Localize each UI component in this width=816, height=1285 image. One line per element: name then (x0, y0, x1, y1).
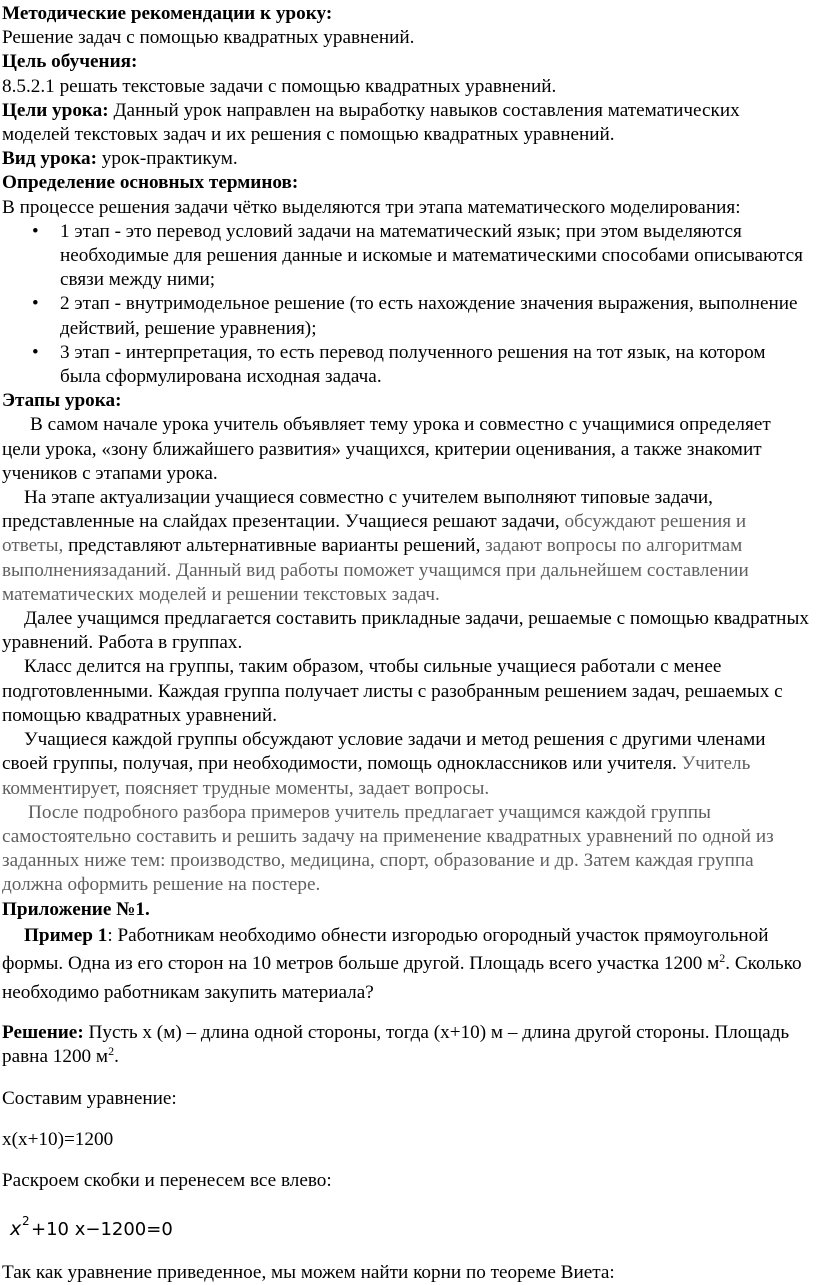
vieta-text: Так как уравнение приведенное, мы можем найти корни по теореме Виета: (2, 1262, 615, 1284)
paragraph-poster: После подробного разбора примеров учитель предлагает учащимся каждой группы самостоятельно составить и решить задачу на применение квадратных уравнений по одной из заданных ниже тем: производство, медицина, спорт, образование и др. Затем каждая группа должна оформить решение на постере. (2, 801, 774, 896)
stage-item: • 3 этап - интерпретация, то есть перевод полученного решения на тот язык, на котором была сформулирована исходная задача. (60, 341, 810, 389)
type-label: Вид урока: (2, 148, 97, 170)
paragraph-group-work: Далее учащимся предлагается составить прикладные задачи, решаемые с помощью квадратных уравнений. Работа в группах. (2, 608, 809, 654)
steps-heading: Этапы урока: (2, 390, 122, 412)
stages-list (2, 220, 810, 389)
heading-recommendations: Методические рекомендации к уроку: (2, 3, 333, 24)
open-brackets: Раскроем скобки и перенесем все влево: (2, 1170, 332, 1192)
lesson-goals (2, 99, 810, 147)
goals-label: Цели урока: (2, 99, 109, 121)
example-1: Пример 1: Работникам необходимо обнести изгородью огородный участок прямоугольной формы. Одна из его сторон на 10 метров больше другой. Площадь всего участка 1200 $м^2$. Сколько необходимо работникам закупить материала? (2, 924, 802, 1003)
formula-var: x (10, 1218, 22, 1241)
stage-item: • 2 этап - внутримодельное решение (то есть нахождение значения выражения, выполнение действий, решение уравнения); (60, 292, 810, 340)
lesson-type (2, 147, 810, 171)
formula-rest: +10 x−1200=0 (31, 1219, 173, 1241)
paragraph-groups: Класс делится на группы, таким образом, чтобы сильные учащиеся работали с менее подготовленными. Каждая группа получает листы с разобранным решением задач, решаемых с помощью квадратных уравнений. (2, 656, 783, 726)
compose-equation: Составим уравнение: (2, 1087, 177, 1109)
formula-power: 2 (22, 1214, 30, 1229)
lesson-topic: Решение задач с помощью квадратных уравнений. (2, 27, 415, 49)
solution: Решение: Пусть x (м) – длина одной стороны, тогда (x+10) м – длина другой стороны. Площадь равна 1200 $м^2$. (2, 1022, 790, 1068)
formula-image (2, 1213, 202, 1243)
example-label: Пример 1 (24, 924, 108, 946)
objective-text: 8.5.2.1 решать текстовые задачи с помощью квадратных уравнений. (2, 75, 557, 97)
type-text: урок-практикум. (96, 148, 238, 170)
terms-intro: В процессе решения задачи чётко выделяются три этапа математического моделирования: (2, 196, 741, 218)
paragraph-actualization: На этапе актуализации учащиеся совместно с учителем выполняют типовые задачи, представленные на слайдах презентации. Учащиеся решают задачи, обсуждают решения и ответы, представляют альтернативные варианты решений, задают вопросы по алгоритмам выполнениязаданий. Данный вид работы поможет учащимся при дальнейшем составлении математических моделей и решении текстовых задач. (2, 487, 749, 605)
terms-heading: Определение основных терминов: (2, 172, 299, 194)
equation: x(x+10)=1200 (2, 1128, 114, 1150)
stage-item: • 1 этап - это перевод условий задачи на математический язык; при этом выделяются необходимые для решения данные и искомые и математическими способами описываются связи между ними; (60, 220, 810, 293)
quadratic-formula (2, 1213, 810, 1241)
appendix-heading: Приложение №1. (2, 898, 150, 920)
paragraph-intro: В самом начале урока учитель объявляет тему урока и совместно с учащимися определяет цели урока, «зону ближайшего развития» учащихся, критерии оценивания, а также знакомит учеников с этапами урока. (2, 414, 771, 484)
objective-heading: Цель обучения: (2, 51, 138, 73)
solution-label: Решение: (2, 1022, 84, 1044)
paragraph-discussion: Учащиеся каждой группы обсуждают условие задачи и метод решения с другими членами своей группы, получая, при необходимости, помощь одноклассников или учителя. Учитель комментирует, поясняет трудные моменты, задает вопросы. (2, 729, 766, 799)
goals-text: Данный урок направлен на выработку навыков составления математических моделей текстовых задач и их решения с помощью квадратных уравнений. (2, 99, 740, 146)
